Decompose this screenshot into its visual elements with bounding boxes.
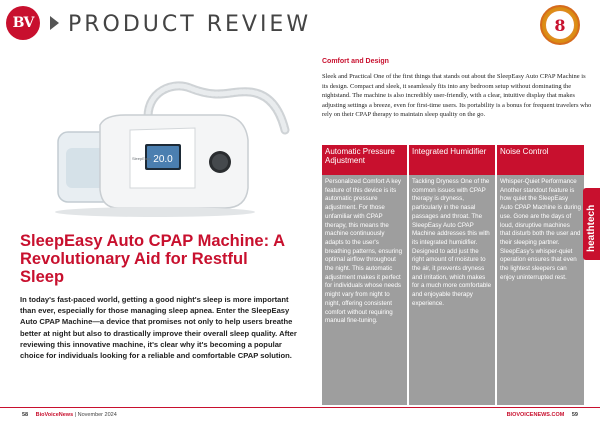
footer-issue: | November 2024 [74, 412, 117, 418]
table-column [409, 145, 495, 405]
cpap-machine-image [30, 70, 290, 220]
play-arrow-icon [50, 16, 59, 30]
column-header: Integrated Humidifier [409, 145, 495, 175]
page-footer [0, 407, 600, 424]
display-readout: 20.0 [153, 154, 173, 165]
column-body: Personalized Comfort A key feature of this device is its automatic pressure adjustment. For those unfamiliar with CPAP therapy, this means the machine continuously adapts to the user's breathing patterns, ensuring optimal airflow throughout the night. This automatic adjustment makes it perfect for individuals whose needs might vary from night to night, offering consistent comfort without requiring manual fine-tuning. [322, 175, 407, 405]
column-body: Tackling Dryness One of the common issues with CPAP therapy is dryness, particularly in the nasal passages and throat. The SleepEasy Auto CPAP Machine addresses this with its integrated humidifier. Designed to add just the right amount of moisture to the air, it prevents dryness and irritation, which makes for a much more comfortable and enjoyable therapy experience. [409, 175, 495, 405]
device-label: SleepEasy [132, 156, 152, 161]
article-lede: In today's fast-paced world, getting a good night's sleep is more important than ever, especially for those managing sleep apnea. Enter the SleepEasy Auto CPAP Machine—a device that promises not only to help users breathe better at night but also to drastically improve their overall sleep quality. After reviewing this innovative machine, it's clear why it's becoming a popular choice for individuals looking for a reliable and comfortable CPAP solution. [20, 295, 297, 361]
table-column [497, 145, 584, 405]
feature-table [322, 145, 584, 405]
section-heading: Comfort and Design [322, 58, 389, 65]
category-tab [583, 188, 600, 260]
page-number-left: 58 [22, 412, 29, 418]
page-number-right: 59 [571, 412, 578, 418]
footer-website: BIOVOICENEWS.COM [506, 412, 565, 418]
section-body: Sleek and Practical One of the first things that stands out about the SleepEasy Auto CPAP Machine is its design. Compact and sleek, it seamlessly fits into any bedroom setup without dominating the nightstand. The machine is also incredibly user-friendly, with a clear, intuitive display that makes adjusting settings a breeze, even for first-time users. Its portability is a bonus for frequent travelers who rely on their CPAP therapy to maintain sleep quality on the go. [322, 73, 592, 118]
table-column [322, 145, 407, 405]
anniversary-badge [540, 5, 580, 45]
section-title: PRODUCT REVIEW [68, 12, 312, 37]
category-label: heathtech [586, 204, 597, 252]
footer-brand: BioVoiceNews [35, 412, 74, 418]
column-header: Automatic Pressure Adjustment [322, 145, 407, 175]
column-body: Whisper-Quiet Performance Another standout feature is how quiet the SleepEasy Auto CPAP Machine is during use. Gone are the days of loud, disruptive machines that disturb both the user and their sleeping partner. SleepEasy's whisper-quiet operation ensures that even the lightest sleepers can enjoy uninterrupted rest. [497, 175, 584, 405]
article-headline: SleepEasy Auto CPAP Machine: A Revolutionary Aid for Restful Sleep [20, 232, 285, 286]
column-header: Noise Control [497, 145, 584, 175]
brand-logo: BV [6, 6, 40, 40]
badge-number: 8 [554, 15, 566, 35]
